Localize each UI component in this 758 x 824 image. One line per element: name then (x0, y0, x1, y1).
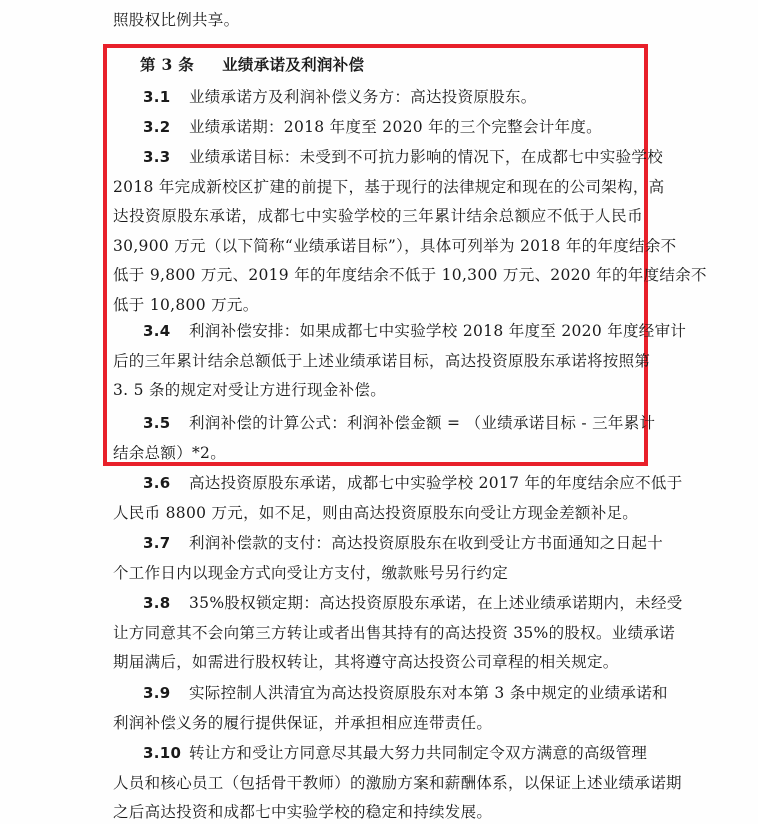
clause-number: 3.5 (143, 414, 171, 432)
clause-text-line: 业绩承诺方及利润补偿义务方：高达投资原股东。 (189, 88, 537, 106)
article-number: 第 3 条 (140, 55, 195, 74)
clause-text-line: 后的三年累计结余总额低于上述业绩承诺目标，高达投资原股东承诺将按照第 (113, 351, 651, 370)
clause-number: 3.4 (143, 322, 171, 340)
clause-text-line: 期届满后，如需进行股权转让，其将遵守高达投资公司章程的相关规定。 (113, 653, 619, 671)
article-heading (140, 55, 364, 75)
clause-text-line: 转让方和受让方同意尽其最大努力共同制定令双方满意的高级管理 (189, 744, 648, 762)
clause-text-line: 3. 5 条的规定对受让方进行现金补偿。 (113, 381, 387, 399)
clause-text-line: 利润补偿安排：如果成都七中实验学校 2018 年度至 2020 年度经审计 (189, 322, 687, 340)
article-title: 业绩承诺及利润补偿 (222, 55, 365, 74)
clause-text-line: 利润补偿义务的履行提供保证，并承担相应连带责任。 (113, 713, 493, 732)
clause-text-line: 之后高达投资和成都七中实验学校的稳定和持续发展。 (113, 803, 493, 821)
clause-text-line: 业绩承诺目标：未受到不可抗力影响的情况下，在成都七中实验学校 (189, 148, 664, 166)
clause-text-line: 低于 9,800 万元、2019 年的年度结余不低于 10,300 万元、2020 年的年度结余不 (113, 266, 707, 284)
clause-number: 3.1 (143, 88, 171, 106)
clause-text-line: 达投资原股东承诺，成都七中实验学校的三年累计结余总额应不低于人民币 (113, 207, 643, 225)
clause-text-line: 低于 10,800 万元。 (113, 295, 259, 314)
clause-text-line: 利润补偿的计算公式：利润补偿金额 = （业绩承诺目标 - 三年累计 (189, 414, 656, 432)
clause-number: 3.10 (143, 744, 182, 762)
clause-text-line: 35%股权锁定期：高达投资原股东承诺，在上述业绩承诺期内，未经受 (189, 594, 683, 612)
intro-tail-text: 照股权比例共享。 (113, 11, 240, 29)
clause-text-line: 结余总额）*2。 (113, 443, 227, 462)
clause-text-line: 让方同意其不会向第三方转让或者出售其持有的高达投资 35%的股权。业绩承诺 (113, 623, 675, 642)
clause-number: 3.3 (143, 148, 171, 166)
clause-text-line: 高达投资原股东承诺，成都七中实验学校 2017 年的年度结余应不低于 (189, 474, 683, 492)
clause-text-line: 个工作日内以现金方式向受让方支付，缴款账号另行约定 (113, 563, 509, 582)
clause-number: 3.6 (143, 474, 171, 492)
clause-number: 3.9 (143, 684, 171, 702)
clause-number: 3.8 (143, 594, 171, 612)
clause-text-line: 人民币 8800 万元，如不足，则由高达投资原股东向受让方现金差额补足。 (113, 503, 639, 522)
clause-text-line: 利润补偿款的支付：高达投资原股东在收到受让方书面通知之日起十 (189, 534, 664, 552)
clause-text-line: 30,900 万元（以下简称“业绩承诺目标”），具体可列举为 2018 年的年度结余不 (113, 236, 677, 255)
clause-text-line: 实际控制人洪清宜为高达投资原股东对本第 3 条中规定的业绩承诺和 (189, 684, 668, 702)
clause-number: 3.7 (143, 534, 171, 552)
clause-number: 3.2 (143, 118, 171, 136)
clause-text-line: 人员和核心员工（包括骨干教师）的激励方案和薪酬体系，以保证上述业绩承诺期 (113, 773, 682, 792)
clause-text-line: 2018 年完成新校区扩建的前提下，基于现行的法律规定和现在的公司架构，高 (113, 177, 665, 196)
clause-text-line: 业绩承诺期：2018 年度至 2020 年的三个完整会计年度。 (189, 118, 602, 136)
